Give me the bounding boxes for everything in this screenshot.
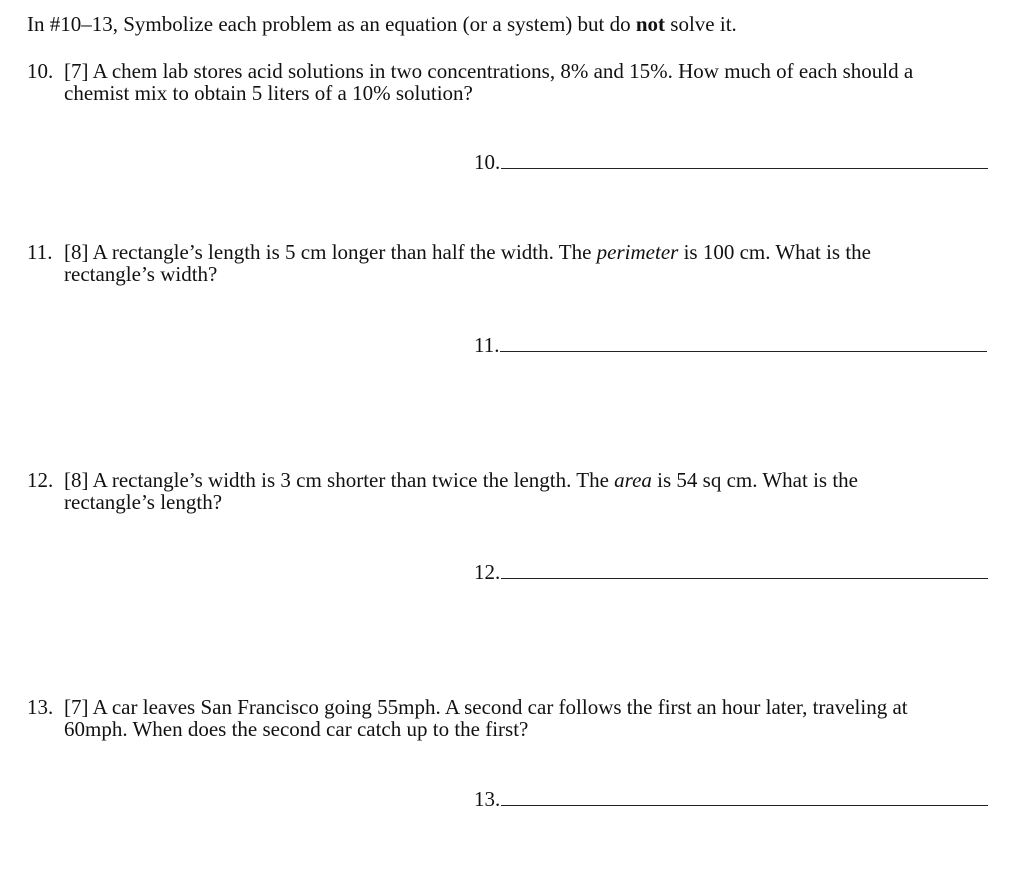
answer-label-10: 10. xyxy=(474,150,501,174)
problem-10-number: 10. xyxy=(27,59,54,83)
answer-line-12[interactable] xyxy=(474,560,988,585)
problem-11-text-before: A rectangle’s length is 5 cm longer than half the width. The xyxy=(92,240,597,264)
answer-label-11: 11. xyxy=(474,333,500,357)
problem-13-text-line-1: A car leaves San Francisco going 55mph. A second car follows the first an hour later, traveling at xyxy=(92,695,908,719)
problem-12-italic-term: area xyxy=(614,468,652,492)
answer-label-13: 13. xyxy=(474,787,501,811)
instructions xyxy=(27,12,737,37)
problem-13-line-1 xyxy=(27,696,908,718)
problem-12-text-before: A rectangle’s width is 3 cm shorter than twice the length. The xyxy=(92,468,615,492)
problem-11-number: 11. xyxy=(27,240,53,264)
problem-10-points: [7] xyxy=(64,59,89,83)
problem-11-line-1 xyxy=(27,241,871,263)
instructions-bold-word: not xyxy=(635,12,666,36)
problem-12-text-line-2: rectangle’s length? xyxy=(64,490,223,514)
instructions-suffix: solve it. xyxy=(665,12,737,36)
problem-10 xyxy=(27,60,913,104)
instructions-prefix: In #10–13, Symbolize each problem as an equation (or a system) but do xyxy=(27,12,636,36)
answer-blank-13[interactable] xyxy=(501,787,988,806)
problem-13-text-line-2: 60mph. When does the second car catch up to the first? xyxy=(64,717,529,741)
answer-blank-12[interactable] xyxy=(501,560,988,579)
problem-12-number: 12. xyxy=(27,468,54,492)
problem-10-line-1 xyxy=(27,60,913,82)
answer-line-13[interactable] xyxy=(474,787,988,812)
answer-blank-11[interactable] xyxy=(500,333,987,352)
problem-12-text-after: is 54 sq cm. What is the xyxy=(651,468,858,492)
problem-12-points: [8] xyxy=(64,468,89,492)
problem-12 xyxy=(27,469,858,513)
answer-blank-10[interactable] xyxy=(501,150,988,169)
problem-11-text-after: is 100 cm. What is the xyxy=(678,240,871,264)
problem-11-text-line-2: rectangle’s width? xyxy=(64,262,218,286)
answer-line-11[interactable] xyxy=(474,333,987,358)
problem-11-points: [8] xyxy=(64,240,89,264)
problem-11-italic-term: perimeter xyxy=(596,240,679,264)
problem-12-line-1 xyxy=(27,469,858,491)
problem-13-number: 13. xyxy=(27,695,54,719)
answer-label-12: 12. xyxy=(474,560,501,584)
problem-10-text-line-1: A chem lab stores acid solutions in two concentrations, 8% and 15%. How much of each should a xyxy=(92,59,914,83)
problem-11 xyxy=(27,241,871,285)
problem-10-text-line-2: chemist mix to obtain 5 liters of a 10% solution? xyxy=(64,81,473,105)
problem-13-points: [7] xyxy=(64,695,89,719)
answer-line-10[interactable] xyxy=(474,150,988,175)
problem-13 xyxy=(27,696,908,740)
